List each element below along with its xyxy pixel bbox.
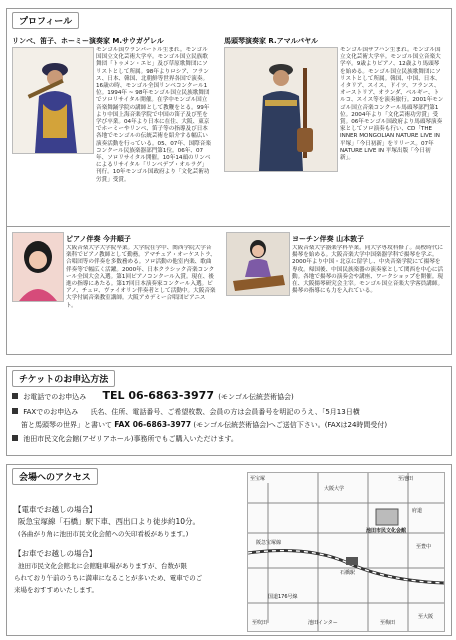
performer-3-photo bbox=[12, 232, 64, 302]
performer-1-name: リンベ、笛子、ホーミー演奏家 M.サウガゲレル bbox=[12, 37, 164, 45]
map-label-10: 池田インター bbox=[308, 620, 338, 626]
performer-4-figure bbox=[227, 233, 289, 295]
tel-row bbox=[12, 389, 448, 403]
access-header: 会場へのアクセス bbox=[12, 468, 98, 485]
performer-4-name: ヨーチン伴奏 山本敦子 bbox=[292, 235, 365, 243]
map-label-7: 阪急宝塚線 bbox=[256, 540, 282, 546]
train-line-2: (各曲がり角に池田市民文化会館への矢印看板があります。) bbox=[18, 530, 189, 538]
fax-instructions-1: 氏名、住所、電話番号、ご希望枚数、会員の方は会員番号を明記のうえ、「5月13日横 bbox=[90, 408, 360, 416]
map-label-9: 府道 bbox=[412, 508, 423, 514]
train-title: 【電車でお越しの場合】 bbox=[14, 505, 97, 514]
bullet-icon bbox=[12, 408, 18, 414]
performer-1-bio: モンゴル国ウランバートル生まれ。モンゴル国国立文化芸術大学卒。モンゴル国立民族歌舞団「トゥメン・エヒ」及び草原歌舞団にソリストとして所属。98年よりロシア、フランス、日本、韓国、北朝鮮等世界各国で演奏。16歳の時、モンゴル全国リンベコンクール1位。1994年 ~ 98年モンゴル国立民族歌舞団でソロリサイタル開催。在学中モンゴル国立音楽舞踊学院の講師として教鞭をとる。99年より中国上海音楽学院で中国の笛子及び笙を学び卒業。04年より日本に在住、大阪、東京でホーミーやリンベ、笛子等の指導及び日本各地でモンゴルの伝統芸術を紹介する幅広い演奏活動を行っている。05、07年、国際音楽コンクール民族楽器部門第1位。06年、07年、ソロリサイタル開催。10年14頭のリンベによるリサイタル「リンベデブ・オルラグ」刊行。10年モンゴル国政府より「文化芸術功労賞」受賞。 bbox=[96, 47, 211, 183]
performer-1-photo bbox=[12, 47, 94, 154]
map-label-12: 至梅田 bbox=[380, 620, 396, 626]
map-label-2: 至池田 bbox=[398, 476, 414, 482]
fax-row-1 bbox=[12, 407, 448, 419]
performer-4-photo bbox=[226, 232, 290, 296]
access-map[interactable] bbox=[247, 472, 445, 632]
performer-4-bio: 大阪音楽大学器楽学科卒業。同大学専攻科修了。高校時代に揚琴を始める。大阪音楽大学中国楽器学科で揚琴を学ぶ。2000年より中国・北京に留学し、中央音楽学院にて揚琴を専攻。帰国後、中国民族楽器の演奏家として関西を中心に活動。各地で揚琴の演奏会や講座、ワークショップを開催。現在、大阪揚琴研究会主宰。モンゴル国立音楽大学客員講師。揚琴の指導にも力を入れている。 bbox=[292, 245, 444, 295]
map-label-station: 石橋駅 bbox=[340, 570, 356, 576]
map-label-8: 国道176号線 bbox=[268, 594, 298, 600]
profile-divider bbox=[6, 226, 450, 227]
performer-2-figure bbox=[225, 48, 337, 171]
venue-purchase-row bbox=[12, 434, 448, 446]
fax-label: FAXでのお申込み bbox=[23, 408, 79, 416]
car-line-3: 来場をおすすめいたします。 bbox=[14, 586, 99, 594]
tickets-header: チケットのお申込方法 bbox=[12, 370, 115, 387]
performer-2-name: 馬頭琴演奏家 R.アマルバヤル bbox=[224, 37, 319, 45]
map-label-13: 至豊中 bbox=[416, 544, 432, 550]
car-line-2: られており午前のうちに満車になることが多いため、電車でのご bbox=[14, 574, 203, 582]
map-label-venue: 池田市民文化会館 bbox=[366, 528, 407, 534]
tel-org: (モンゴル伝統芸術協会) bbox=[218, 393, 294, 401]
performer-3-figure bbox=[13, 233, 63, 301]
map-label-11: 至吹田 bbox=[252, 620, 268, 626]
bullet-icon bbox=[12, 435, 18, 441]
fax-instructions-2a: 笛と馬頭琴の世界」と書いて bbox=[21, 421, 112, 429]
performer-2-bio: モンゴル国ザブハン生まれ。モンゴル国立文化芸術大学卒。モンゴル国立音楽大学卒。9歳よりピアノ、12歳より馬頭琴を始める。モンゴル国立民族歌舞団にソリストとして所属。韓国、中国、日本、イタリア、スイス、ドイツ、フランス、オーストリア、オランダ、ベルギー、トルコ、スイス等を演奏旅行。2001年モンゴル国立音楽コンクール馬頭琴部門第1位。2004年より「文化芸術功労賞」受賞。06年モンゴル国政府より馬頭琴演奏家としてソロ演奏も行い、CD「THE INNER MONGOLIAN NATURE LIVE IN 平塚」「今日初新」をリリース。07年 NATURE LIVE IN 平塚出版「今日初新」。 bbox=[340, 47, 444, 162]
performer-3-bio: 大阪音楽大学大学院卒業。大学院在学中、関西学院大学音楽科でピアノ教師として勤務。アマチュア・オーケストラ、合唱団等の伴奏を多数務める。ソロ活動の他室内楽、歌曲伴奏等で幅広く活躍。2000年、日本クラシック音楽コンクール全国大会入選。第1回ピアノコンクール入賞。現在、後進の指導にあたる。第17回日本演奏家コンクール入選。ピアノ、チェロ、ヴァイオリン伴奏者として活動中。大阪音楽大学付属音楽教室講師。大阪アカデミー合唱団ピアニスト。 bbox=[66, 245, 216, 309]
train-line-1: 阪急宝塚線「石橋」駅下車、西出口より徒歩約10分。 bbox=[18, 517, 201, 526]
map-label-1: 至宝塚 bbox=[250, 476, 266, 482]
fax-number[interactable]: FAX 06-6863-3977 bbox=[114, 420, 192, 429]
profile-header: プロフィール bbox=[12, 12, 79, 29]
car-line-1: 池田市民文化会館北に会館駐車場がありますが、台数が限 bbox=[18, 562, 187, 570]
performer-1-figure bbox=[13, 48, 93, 153]
map-label-4: 大阪大学 bbox=[324, 486, 345, 492]
map-drawing bbox=[248, 473, 444, 631]
performer-3-name: ピアノ伴奏 今井順子 bbox=[66, 235, 131, 243]
tel-label: お電話でのお申込み bbox=[23, 393, 87, 401]
fax-row-2 bbox=[21, 420, 447, 432]
bullet-icon bbox=[12, 393, 18, 399]
tel-number[interactable]: TEL 06-6863-3977 bbox=[102, 389, 214, 402]
fax-instructions-2b: (モンゴル伝統芸術協会)へご送信下さい。(FAXは24時間受付) bbox=[193, 421, 388, 429]
car-title: 【お車でお越しの場合】 bbox=[14, 549, 97, 558]
venue-purchase-text: 池田市民文化会館(アゼリアホール)事務所でもご購入いただけます。 bbox=[23, 435, 238, 443]
performer-2-photo bbox=[224, 47, 338, 172]
map-label-3: 至大阪 bbox=[418, 614, 434, 620]
